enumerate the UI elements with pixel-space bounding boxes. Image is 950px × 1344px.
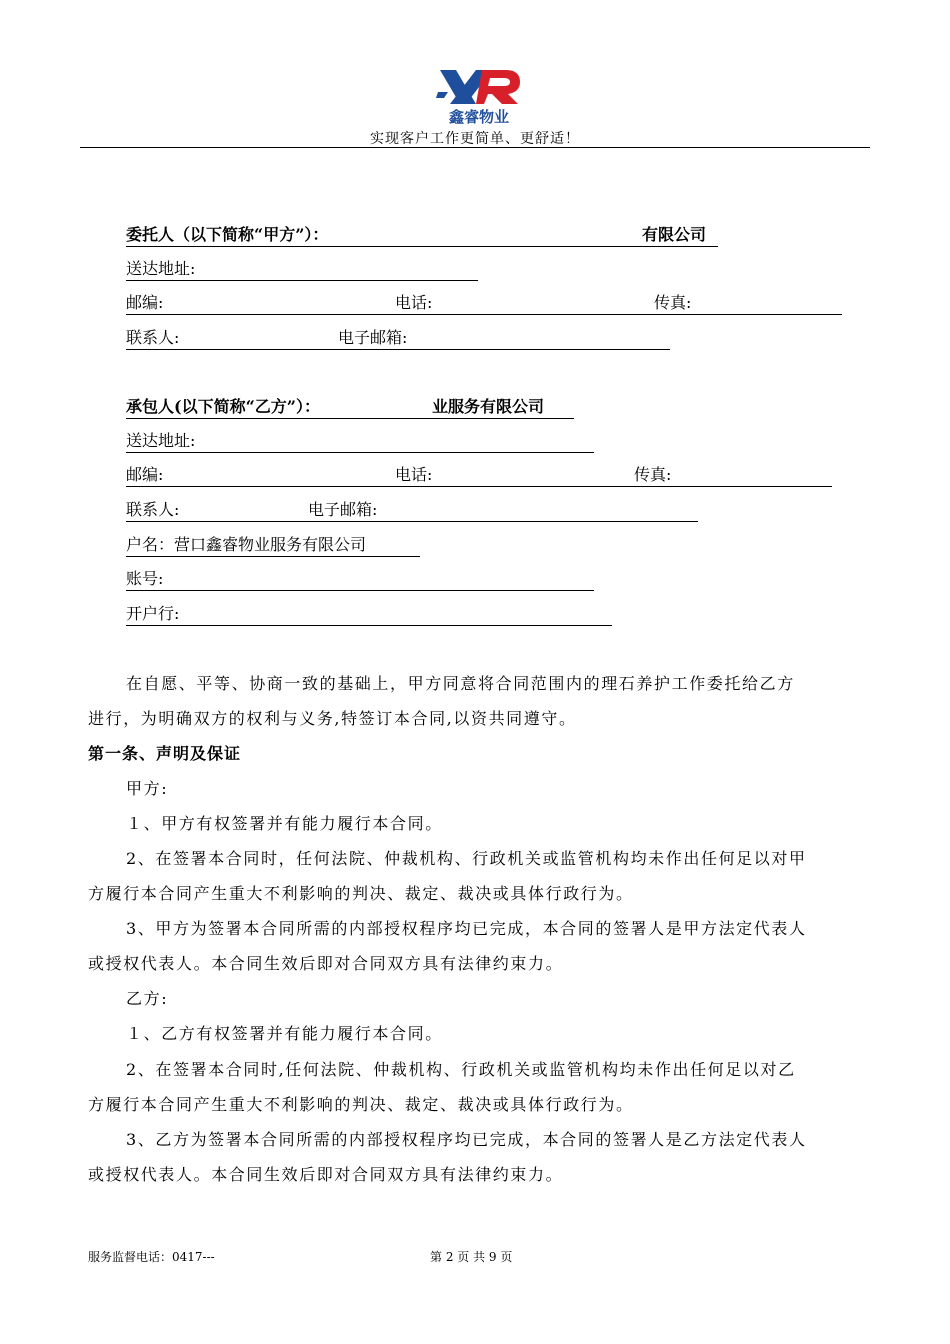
clause-a-3-line-1: 3、甲方为签署本合同所需的内部授权程序均已完成，本合同的签署人是甲方法定代表人 bbox=[126, 919, 807, 938]
party-a-person-row bbox=[126, 327, 670, 350]
party-a-contact-label[interactable]: 联系人: bbox=[126, 328, 180, 347]
party-a-label: 甲方: bbox=[126, 779, 169, 798]
party-b-contact-row bbox=[126, 464, 832, 487]
party-b-email-label[interactable]: 电子邮箱: bbox=[308, 500, 378, 519]
party-b-company: 业服务有限公司 bbox=[432, 397, 545, 416]
party-b-contact-label[interactable]: 联系人: bbox=[126, 500, 180, 519]
party-a-postcode-label[interactable]: 邮编: bbox=[126, 293, 164, 312]
clause-a-2-line-1: 2、在签署本合同时，任何法院、仲裁机构、行政机关或监管机构均未作出任何足以对甲 bbox=[126, 849, 807, 868]
party-a-phone-label[interactable]: 电话: bbox=[395, 293, 433, 312]
party-b-phone-label[interactable]: 电话: bbox=[395, 465, 433, 484]
footer-hotline: 服务监督电话：0417--- bbox=[88, 1250, 215, 1264]
party-b-address-field[interactable]: 送达地址: bbox=[126, 430, 594, 453]
party-b-postcode-label[interactable]: 邮编: bbox=[126, 465, 164, 484]
party-a-title-line bbox=[126, 224, 718, 247]
clause-b-2-line-2: 方履行本合同产生重大不利影响的判决、裁定、裁决或具体行政行为。 bbox=[88, 1095, 634, 1114]
company-logo bbox=[436, 68, 522, 126]
clause-b-3-line-1: 3、乙方为签署本合同所需的内部授权程序均已完成，本合同的签署人是乙方法定代表人 bbox=[126, 1130, 807, 1149]
clause-a-1: １、甲方有权签署并有能力履行本合同。 bbox=[126, 814, 443, 833]
intro-line-1: 在自愿、平等、协商一致的基础上，甲方同意将合同范围内的理石养护工作委托给乙方 bbox=[126, 674, 795, 693]
intro-line-2: 进行，为明确双方的权利与义务,特签订本合同,以资共同遵守。 bbox=[88, 709, 577, 728]
header-divider bbox=[80, 147, 870, 148]
party-a-contact-row bbox=[126, 292, 842, 315]
footer-page-number: 第 2 页 共 9 页 bbox=[430, 1250, 513, 1264]
party-a-email-label[interactable]: 电子邮箱: bbox=[338, 328, 408, 347]
party-b-account-name: 户名：营口鑫睿物业服务有限公司 bbox=[126, 534, 420, 557]
party-b-person-row bbox=[126, 499, 698, 522]
party-b-title: 承包人(以下简称“乙方”）： bbox=[126, 397, 320, 416]
party-a-address-field[interactable]: 送达地址: bbox=[126, 258, 478, 281]
clause-a-3-line-2: 或授权代表人。本合同生效后即对合同双方具有法律约束力。 bbox=[88, 954, 564, 973]
logo-text: 鑫睿物业 bbox=[448, 108, 510, 126]
party-b-account-no-field[interactable]: 账号: bbox=[126, 568, 594, 591]
clause-a-2-line-2: 方履行本合同产生重大不利影响的判决、裁定、裁决或具体行政行为。 bbox=[88, 884, 634, 903]
party-b-title-line bbox=[126, 396, 574, 419]
party-b-bank-field[interactable]: 开户行: bbox=[126, 603, 612, 626]
clause-b-3-line-2: 或授权代表人。本合同生效后即对合同双方具有法律约束力。 bbox=[88, 1165, 564, 1184]
article-1-heading: 第一条、声明及保证 bbox=[88, 744, 242, 763]
party-b-label: 乙方: bbox=[126, 989, 169, 1008]
party-a-fax-label[interactable]: 传真: bbox=[654, 293, 692, 312]
clause-b-1: １、乙方有权签署并有能力履行本合同。 bbox=[126, 1024, 443, 1043]
clause-b-2-line-1: 2、在签署本合同时,任何法院、仲裁机构、行政机关或监管机构均未作出任何足以对乙 bbox=[126, 1060, 796, 1079]
party-a-company-suffix: 有限公司 bbox=[642, 225, 707, 244]
party-b-fax-label[interactable]: 传真: bbox=[634, 465, 672, 484]
party-a-title: 委托人（以下简称“甲方”）： bbox=[126, 225, 329, 244]
header-slogan: 实现客户工作更简单、更舒适！ bbox=[370, 131, 580, 147]
